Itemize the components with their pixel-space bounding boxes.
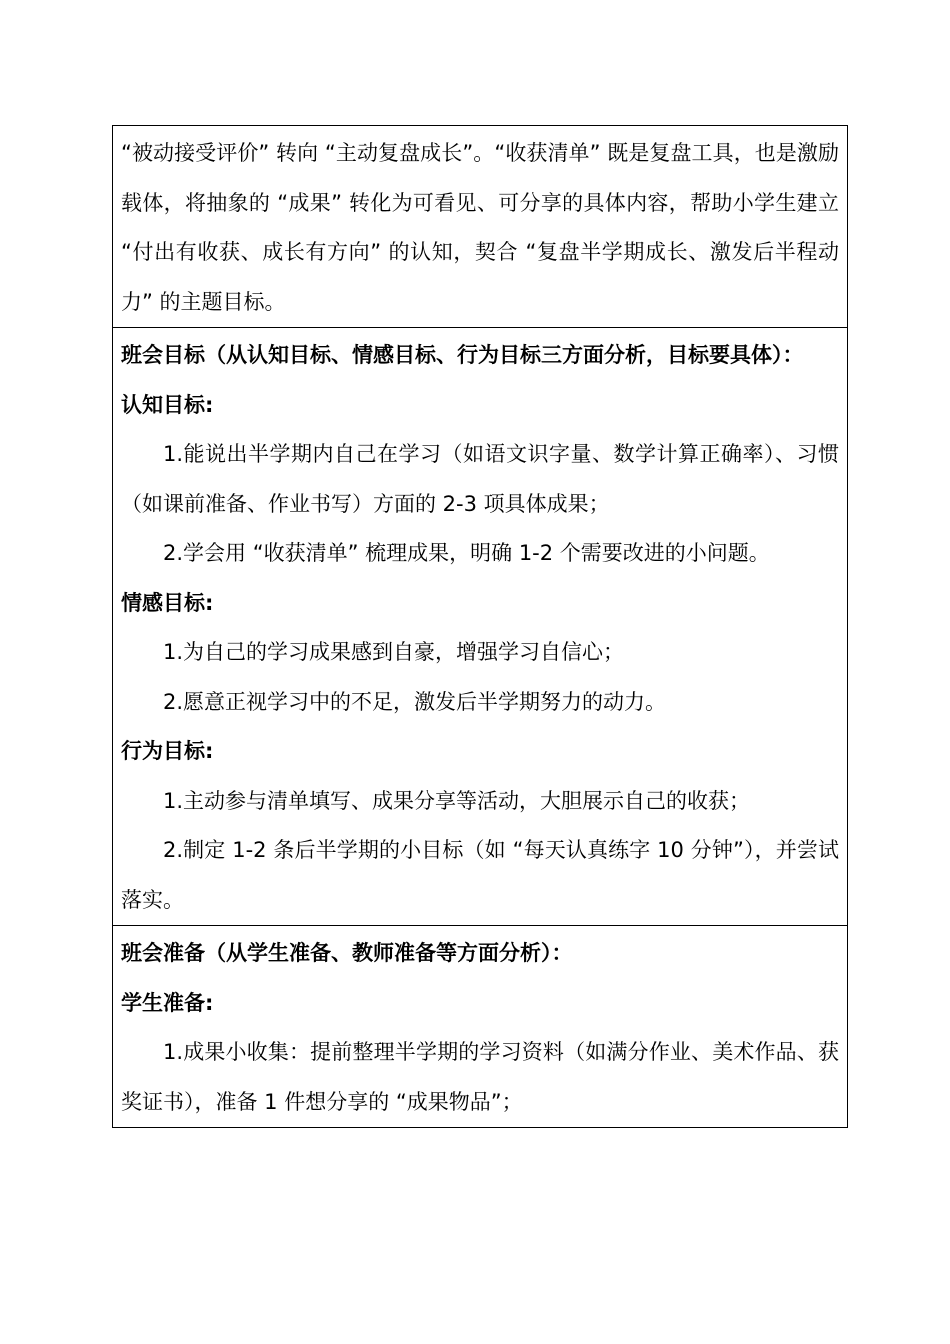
behavioral-goal-item: 1.主动参与清单填写、成果分享等活动，大胆展示自己的收获； [163,788,751,813]
lesson-plan-table [112,125,848,1128]
emotional-goal-label: 情感目标: [121,590,214,615]
emotional-goal-item: 1.为自己的学习成果感到自豪，增强学习自信心； [163,640,625,664]
cognitive-goal-label: 认知目标: [121,392,214,417]
behavioral-goal-label: 行为目标: [121,739,214,763]
preparation-heading: 班会准备（从学生准备、教师准备等方面分析）： [121,941,573,965]
intro-cell [113,126,847,328]
goals-heading: 班会目标（从认知目标、情感目标、行为目标三方面分析，目标要具体）： [121,343,804,367]
student-preparation-item: 1.成果小收集：提前整理半学期的学习资料（如满分作业、美术作品、获奖证书），准备 1 件想分享的 “成果物品”； [121,1040,839,1114]
goals-cell [113,328,847,926]
emotional-goal-item: 2.愿意正视学习中的不足，激发后半学期努力的动力。 [163,689,667,714]
intro-paragraph: “被动接受评价” 转向 “主动复盘成长”。“收获清单” 既是复盘工具，也是激励载体，将抽象的 “成果” 转化为可看见、可分享的具体内容，帮助小学生建立 “付出有收获、成长有方向” 的认知，契合 “复盘半学期成长、激发后半程动力” 的主题目标。 [121,141,839,314]
cognitive-goal-item: 1.能说出半学期内自己在学习（如语文识字量、数学计算正确率）、习惯（如课前准备、作业书写）方面的 2-3 项具体成果； [121,442,839,516]
behavioral-goal-item: 2.制定 1-2 条后半学期的小目标（如 “每天认真练字 10 分钟”），并尝试落实。 [121,838,839,912]
student-preparation-label: 学生准备: [121,990,214,1015]
cognitive-goal-item: 2.学会用 “收获清单” 梳理成果，明确 1-2 个需要改进的小问题。 [163,541,770,565]
preparation-cell [113,926,847,1127]
